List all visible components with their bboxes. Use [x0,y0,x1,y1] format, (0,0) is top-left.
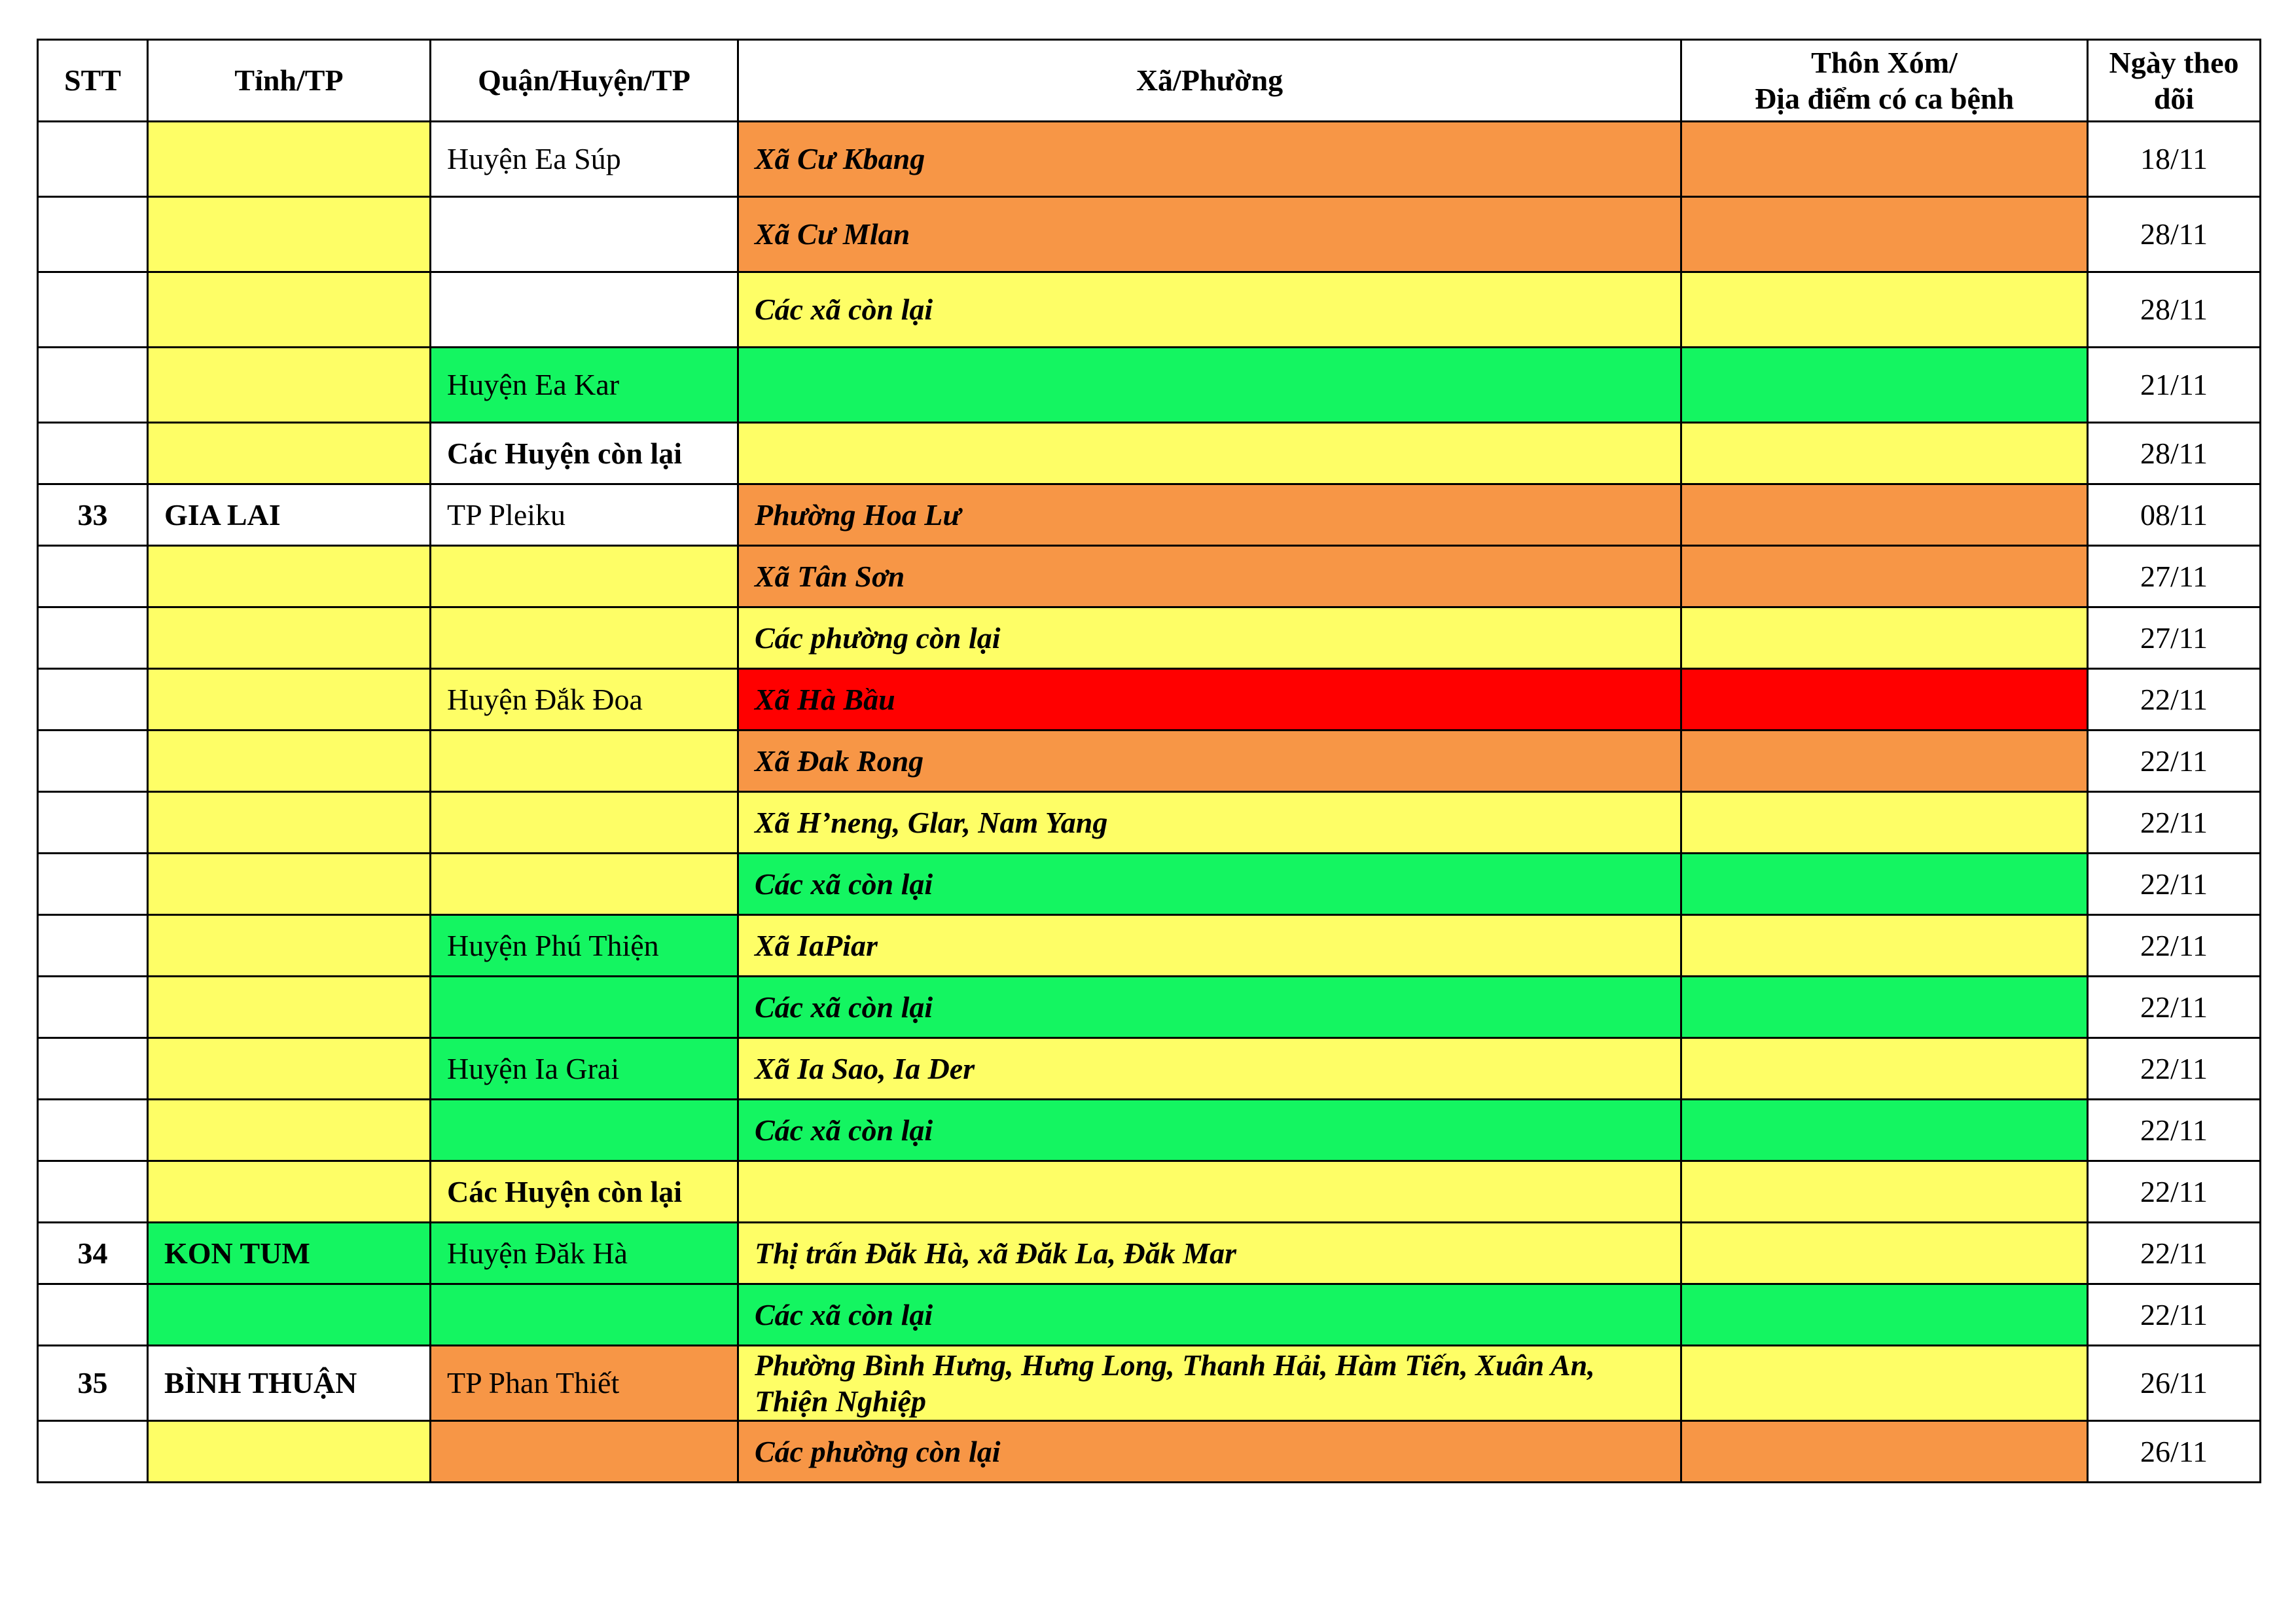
table-row [38,915,2261,977]
date-cell: 22/11 [2088,1284,2261,1346]
ward-cell: Xã Hà Bầu [738,669,1681,731]
date-cell: 26/11 [2088,1421,2261,1483]
ward-cell [738,1161,1681,1223]
district-cell [431,1421,738,1483]
ward-cell: Xã Cư Kbang [738,122,1681,197]
table-row [38,1284,2261,1346]
table-row [38,1421,2261,1483]
ward-cell: Các xã còn lại [738,1284,1681,1346]
province-cell [148,977,431,1038]
stt-cell [38,1100,148,1161]
table-row [38,272,2261,348]
date-cell: 22/11 [2088,1100,2261,1161]
table-row [38,1161,2261,1223]
table-row [38,607,2261,669]
table-row [38,977,2261,1038]
date-cell: 08/11 [2088,484,2261,546]
table-row [38,731,2261,792]
province-cell [148,854,431,915]
district-cell: Huyện Đắk Đoa [431,669,738,731]
header-ward: Xã/Phường [738,40,1681,122]
table-row [38,792,2261,854]
hamlet-cell [1681,731,2088,792]
province-cell [148,197,431,272]
hamlet-cell [1681,197,2088,272]
hamlet-cell [1681,669,2088,731]
risk-level-table-page [37,39,2259,1483]
district-cell [431,272,738,348]
district-cell [431,607,738,669]
risk-level-table [37,39,2261,1483]
district-cell [431,731,738,792]
province-cell [148,915,431,977]
table-row [38,348,2261,423]
ward-cell: Xã Ia Sao, Ia Der [738,1038,1681,1100]
date-cell: 28/11 [2088,423,2261,484]
hamlet-cell [1681,484,2088,546]
hamlet-cell [1681,272,2088,348]
province-cell: BÌNH THUẬN [148,1346,431,1421]
province-cell: GIA LAI [148,484,431,546]
header-date: Ngày theo dõi [2088,40,2261,122]
province-cell [148,1100,431,1161]
date-cell: 22/11 [2088,854,2261,915]
province-cell [148,423,431,484]
province-cell [148,122,431,197]
ward-cell: Phường Bình Hưng, Hưng Long, Thanh Hải, Hàm Tiến, Xuân An, Thiện Nghiệp [738,1346,1681,1421]
province-cell: KON TUM [148,1223,431,1284]
hamlet-cell [1681,977,2088,1038]
stt-cell [38,607,148,669]
hamlet-cell [1681,1223,2088,1284]
table-row [38,484,2261,546]
date-cell: 22/11 [2088,669,2261,731]
hamlet-cell [1681,1421,2088,1483]
ward-cell: Phường Hoa Lư [738,484,1681,546]
district-cell [431,792,738,854]
district-cell [431,197,738,272]
stt-cell [38,197,148,272]
province-cell [148,1161,431,1223]
table-row [38,546,2261,607]
hamlet-cell [1681,348,2088,423]
ward-cell: Xã Tân Sơn [738,546,1681,607]
district-cell: TP Phan Thiết [431,1346,738,1421]
stt-cell [38,1038,148,1100]
district-cell: Huyện Phú Thiện [431,915,738,977]
hamlet-cell [1681,546,2088,607]
hamlet-cell [1681,854,2088,915]
hamlet-cell [1681,915,2088,977]
hamlet-cell [1681,1284,2088,1346]
stt-cell: 34 [38,1223,148,1284]
hamlet-cell [1681,1038,2088,1100]
province-cell [148,1421,431,1483]
stt-cell: 35 [38,1346,148,1421]
stt-cell [38,977,148,1038]
date-cell: 28/11 [2088,197,2261,272]
table-row [38,1346,2261,1421]
district-cell: Huyện Ia Grai [431,1038,738,1100]
hamlet-cell [1681,792,2088,854]
province-cell [148,1038,431,1100]
province-cell [148,669,431,731]
district-cell: TP Pleiku [431,484,738,546]
table-row [38,122,2261,197]
stt-cell [38,1284,148,1346]
table-row [38,1223,2261,1284]
district-cell [431,1100,738,1161]
hamlet-cell [1681,122,2088,197]
ward-cell: Các xã còn lại [738,272,1681,348]
date-cell: 21/11 [2088,348,2261,423]
province-cell [148,272,431,348]
ward-cell [738,348,1681,423]
province-cell [148,731,431,792]
date-cell: 22/11 [2088,1038,2261,1100]
ward-cell: Thị trấn Đăk Hà, xã Đăk La, Đăk Mar [738,1223,1681,1284]
ward-cell: Các xã còn lại [738,977,1681,1038]
stt-cell: 33 [38,484,148,546]
date-cell: 28/11 [2088,272,2261,348]
stt-cell [38,731,148,792]
stt-cell [38,1421,148,1483]
table-row [38,1038,2261,1100]
table-row [38,1100,2261,1161]
date-cell: 22/11 [2088,1161,2261,1223]
district-cell: Các Huyện còn lại [431,1161,738,1223]
ward-cell: Xã IaPiar [738,915,1681,977]
table-row [38,197,2261,272]
stt-cell [38,792,148,854]
hamlet-cell [1681,1100,2088,1161]
ward-cell: Các phường còn lại [738,1421,1681,1483]
date-cell: 22/11 [2088,792,2261,854]
header-hamlet: Thôn Xóm/ Địa điểm có ca bệnh [1681,40,2088,122]
ward-cell: Xã Cư Mlan [738,197,1681,272]
date-cell: 22/11 [2088,1223,2261,1284]
date-cell: 22/11 [2088,977,2261,1038]
date-cell: 18/11 [2088,122,2261,197]
hamlet-cell [1681,1161,2088,1223]
district-cell [431,546,738,607]
province-cell [148,546,431,607]
stt-cell [38,122,148,197]
hamlet-cell [1681,607,2088,669]
date-cell: 27/11 [2088,546,2261,607]
ward-cell [738,423,1681,484]
district-cell [431,1284,738,1346]
date-cell: 22/11 [2088,731,2261,792]
province-cell [148,607,431,669]
ward-cell: Các xã còn lại [738,854,1681,915]
district-cell: Các Huyện còn lại [431,423,738,484]
stt-cell [38,1161,148,1223]
hamlet-cell [1681,1346,2088,1421]
stt-cell [38,546,148,607]
stt-cell [38,348,148,423]
table-row [38,669,2261,731]
district-cell: Huyện Ea Súp [431,122,738,197]
stt-cell [38,423,148,484]
ward-cell: Các xã còn lại [738,1100,1681,1161]
district-cell: Huyện Đăk Hà [431,1223,738,1284]
province-cell [148,1284,431,1346]
table-header-row [38,40,2261,122]
header-stt: STT [38,40,148,122]
province-cell [148,792,431,854]
district-cell [431,854,738,915]
stt-cell [38,854,148,915]
ward-cell: Xã H’neng, Glar, Nam Yang [738,792,1681,854]
date-cell: 26/11 [2088,1346,2261,1421]
district-cell: Huyện Ea Kar [431,348,738,423]
header-province: Tỉnh/TP [148,40,431,122]
table-row [38,423,2261,484]
date-cell: 22/11 [2088,915,2261,977]
date-cell: 27/11 [2088,607,2261,669]
province-cell [148,348,431,423]
stt-cell [38,272,148,348]
header-district: Quận/Huyện/TP [431,40,738,122]
ward-cell: Xã Đak Rong [738,731,1681,792]
stt-cell [38,669,148,731]
table-row [38,854,2261,915]
hamlet-cell [1681,423,2088,484]
ward-cell: Các phường còn lại [738,607,1681,669]
district-cell [431,977,738,1038]
stt-cell [38,915,148,977]
